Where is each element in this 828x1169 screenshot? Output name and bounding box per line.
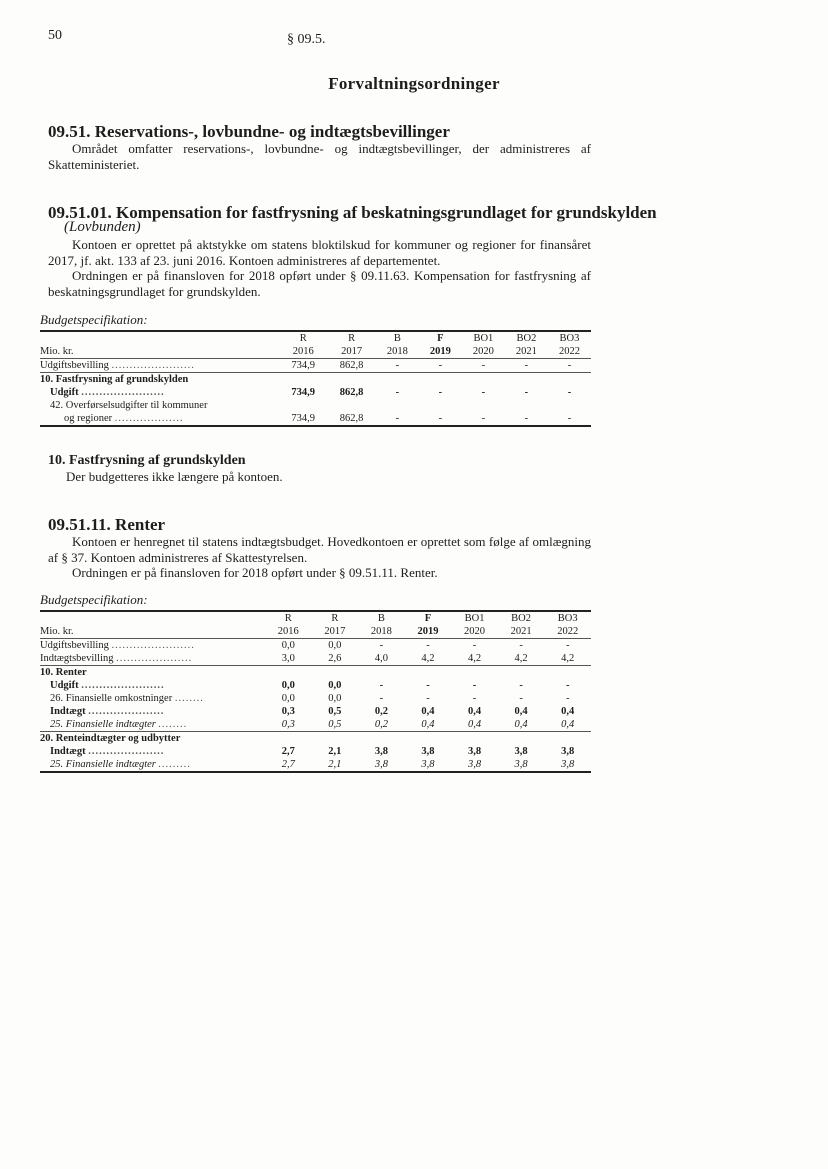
col-h2: 2016 <box>277 626 299 637</box>
table-cell: 3,8 <box>421 746 435 757</box>
table-row: Udgift ....................... 734,9 862,8 - - - - - <box>40 386 591 399</box>
table-row: 25. Finansielle indtægter ........ 0,3 0,5 0,2 0,4 0,4 0,4 0,4 <box>40 718 591 732</box>
table-cell: 0,5 <box>328 706 342 717</box>
table-cell: 2,7 <box>281 746 295 757</box>
table-cell: 2,1 <box>328 759 342 770</box>
table-cell: 3,8 <box>561 759 575 770</box>
table-cell: 734,9 <box>291 387 316 398</box>
table-cell: 4,2 <box>561 653 575 664</box>
table-cell: - <box>481 413 486 424</box>
table-cell: - <box>426 693 430 704</box>
heading-10: 10. Fastfrysning af grundskylden <box>48 453 246 468</box>
table-cell: 3,0 <box>281 653 295 664</box>
text-0951: Området omfatter reservations-, lovbundne- og indtægtsbevillinger, der administreres af Skatteministeriet. <box>48 141 591 172</box>
page-number: 50 <box>48 28 62 43</box>
col-h1: R <box>348 333 356 344</box>
table-row: Indtægt ..................... 0,3 0,5 0,2 0,4 0,4 0,4 0,4 <box>40 705 591 718</box>
table-cell: 862,8 <box>339 413 364 424</box>
table-cell: 862,8 <box>339 387 364 398</box>
table-cell: - <box>567 360 572 371</box>
budget-table-095101 <box>40 330 591 427</box>
table-cell: - <box>524 413 529 424</box>
budget-table-095111 <box>40 610 591 773</box>
table-row: Indtægtsbevilling ..................... 3,0 2,6 4,0 4,2 4,2 4,2 4,2 <box>40 652 591 666</box>
table-cell: - <box>472 693 477 704</box>
text-095101-p1: Kontoen er oprettet på aktstykke om statens bloktilskud for kommuner og regioner for finansåret 2017, jf. akt. 133 af 23. juni 2016. Kontoen administreres af departementet. <box>48 237 591 268</box>
col-h2: 2017 <box>341 346 363 357</box>
col-h2: 2018 <box>386 346 408 357</box>
table-cell: - <box>565 680 570 691</box>
table-cell: 0,4 <box>561 706 575 717</box>
table-cell: 0,3 <box>281 706 295 717</box>
table-cell: 0,2 <box>374 706 388 717</box>
table-cell: 0,0 <box>328 693 342 704</box>
table-cell: - <box>481 360 486 371</box>
table-cell: 0,5 <box>328 719 342 730</box>
table-cell: - <box>438 387 443 398</box>
table-cell: 734,9 <box>291 413 316 424</box>
table-cell: - <box>481 387 486 398</box>
table-cell: 0,3 <box>281 719 295 730</box>
table-cell: 0,4 <box>467 706 482 717</box>
table-cell: 2,1 <box>328 746 342 757</box>
heading-0951: 09.51. Reservations-, lovbundne- og indtægtsbevillinger <box>48 122 450 141</box>
table-cell: - <box>519 693 523 704</box>
table-cell: 862,8 <box>339 360 364 371</box>
table-cell: - <box>426 640 430 651</box>
table-cell: 2,7 <box>281 759 295 770</box>
col-h2: 2017 <box>324 626 346 637</box>
table-cell: - <box>565 640 570 651</box>
table-cell: - <box>379 680 384 691</box>
table-row: 42. Overførselsudgifter til kommuner <box>50 400 208 411</box>
col-h1: R <box>331 613 339 624</box>
table-cell: 0,0 <box>281 693 295 704</box>
table-cell: - <box>472 640 477 651</box>
table-cell: - <box>379 640 384 651</box>
table-cell: 0,0 <box>281 640 295 651</box>
text-095111-p1: Kontoen er henregnet til statens indtægtsbudget. Hovedkontoen er oprettet som følge af omlægning af § 37. Kontoen administreres af Skattestyrelsen. <box>48 534 591 565</box>
col-h2: 2020 <box>472 346 494 357</box>
col-h1: F <box>424 613 432 624</box>
col-h2: 2022 <box>557 626 579 637</box>
table-cell: - <box>395 387 400 398</box>
col-h1: BO1 <box>473 333 494 344</box>
col-h1: B <box>377 613 385 624</box>
table-cell: 0,4 <box>421 706 435 717</box>
budget-title-2: Budgetspecifikation: <box>40 592 148 607</box>
col-h1: BO2 <box>516 333 537 344</box>
table-cell: 0,0 <box>328 640 342 651</box>
col-h2: 2019 <box>417 626 439 637</box>
table-cell: 3,8 <box>467 746 482 757</box>
table-cell: - <box>438 360 443 371</box>
table-row: 25. Finansielle indtægter ......... 2,7 2,1 3,8 3,8 3,8 3,8 3,8 <box>40 758 591 772</box>
table-cell: 0,4 <box>561 719 575 730</box>
table-cell: 0,4 <box>467 719 482 730</box>
table-cell: - <box>519 680 523 691</box>
table-row: Indtægt ..................... 2,7 2,1 3,8 3,8 3,8 3,8 3,8 <box>40 745 591 758</box>
table-cell: 3,8 <box>561 746 575 757</box>
table-row: og regioner ................... 734,9 862,8 - - - - - <box>40 412 591 426</box>
text-10: Der budgetteres ikke længere på kontoen. <box>66 469 283 484</box>
table-row: 10. Fastfrysning af grundskylden <box>40 374 189 385</box>
table-cell: - <box>519 640 523 651</box>
text-095111-p2: Ordningen er på finansloven for 2018 opført under § 09.51.11. Renter. <box>72 565 438 580</box>
table-cell: 0,4 <box>514 719 528 730</box>
table-cell: 3,8 <box>421 759 435 770</box>
table-cell: 0,4 <box>514 706 528 717</box>
table-cell: 3,8 <box>467 759 482 770</box>
col-h1: BO3 <box>557 613 578 624</box>
section-reference: § 09.5. <box>287 32 326 47</box>
table-row: 20. Renteindtægter og udbytter <box>40 733 181 744</box>
col-h2: 2021 <box>510 626 532 637</box>
table-cell: 0,2 <box>374 719 388 730</box>
unit-label: Mio. kr. <box>40 626 74 637</box>
table-cell: - <box>472 680 477 691</box>
table-cell: - <box>438 413 443 424</box>
table-cell: 2,6 <box>328 653 342 664</box>
page-title: Forvaltningsordninger <box>328 74 500 93</box>
col-h1: F <box>437 333 444 344</box>
col-h1: BO3 <box>559 333 580 344</box>
table-cell: 3,8 <box>514 746 528 757</box>
table-cell: 3,8 <box>514 759 528 770</box>
col-h1: BO2 <box>511 613 532 624</box>
table-cell: - <box>426 680 430 691</box>
col-h2: 2019 <box>429 346 451 357</box>
unit-label: Mio. kr. <box>40 346 74 357</box>
heading-095111: 09.51.11. Renter <box>48 515 166 534</box>
col-h2: 2021 <box>515 346 537 357</box>
table-cell: 0,0 <box>281 680 295 691</box>
table-cell: 0,4 <box>421 719 435 730</box>
table-row: Udgift ....................... 0,0 0,0 - - - - - <box>40 679 591 692</box>
table-cell: 3,8 <box>374 759 388 770</box>
table-row: Udgiftsbevilling ....................... 734,9 862,8 - - - - - <box>40 359 591 373</box>
table-cell: - <box>524 387 529 398</box>
col-h2: 2022 <box>558 346 580 357</box>
col-h2: 2020 <box>464 626 486 637</box>
table-row: Udgiftsbevilling ....................... 0,0 0,0 - - - - - <box>40 639 591 652</box>
table-cell: 4,2 <box>467 653 482 664</box>
table-cell: - <box>567 413 572 424</box>
table-cell: - <box>395 413 400 424</box>
col-h1: R <box>299 333 307 344</box>
subtype-lovbunden: (Lovbunden) <box>64 219 141 235</box>
table-cell: - <box>379 693 384 704</box>
table-cell: 4,2 <box>514 653 528 664</box>
budget-title-1: Budgetspecifikation: <box>40 312 148 327</box>
table-cell: 0,0 <box>328 680 342 691</box>
heading-095101: 09.51.01. Kompensation for fastfrysning af beskatningsgrundlaget for grundskylden <box>48 203 657 222</box>
table-cell: - <box>395 360 400 371</box>
table-cell: 3,8 <box>374 746 388 757</box>
col-h1: B <box>393 333 401 344</box>
table-cell: 734,9 <box>291 360 316 371</box>
table-row: 26. Finansielle omkostninger ........ 0,0 0,0 - - - - - <box>40 692 591 705</box>
table-cell: 4,2 <box>421 653 435 664</box>
col-h2: 2016 <box>292 346 314 357</box>
text-095101-p2: Ordningen er på finansloven for 2018 opført under § 09.11.63. Kompensation for fastfrysning af beskatningsgrundlaget for grundskylden. <box>48 268 591 299</box>
col-h1: BO1 <box>464 613 485 624</box>
table-row: 10. Renter <box>40 667 87 678</box>
table-cell: 4,0 <box>374 653 388 664</box>
col-h1: R <box>284 613 292 624</box>
col-h2: 2018 <box>370 626 392 637</box>
table-cell: - <box>565 693 570 704</box>
table-cell: - <box>567 387 572 398</box>
table-cell: - <box>524 360 529 371</box>
